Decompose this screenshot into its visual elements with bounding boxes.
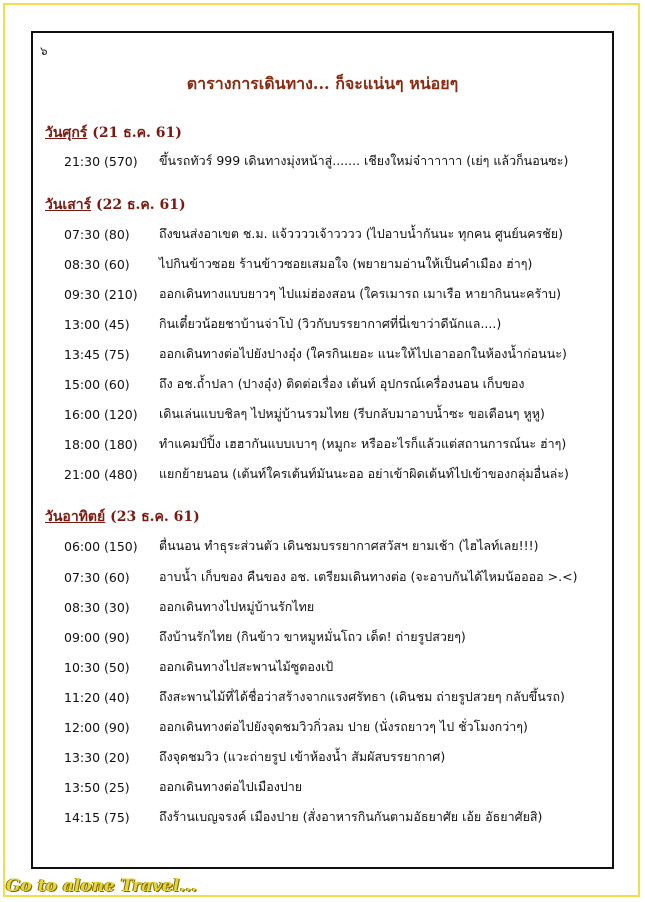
page-number: ๖: [40, 44, 48, 58]
row-text: ไปกินข้าวซอย ร้านข้าวซอยเสมอใจ (พยายามอ่านให้เป็นคำเมือง ฮ่าๆ): [159, 256, 533, 271]
row-time: 21:30 (570): [64, 153, 138, 169]
schedule-row: [64, 535, 539, 557]
schedule-row: [64, 626, 466, 648]
row-time: 13:30 (20): [64, 749, 130, 765]
row-time: 10:30 (50): [64, 659, 130, 675]
row-text: ถึง อช.ถ้ำปลา (ปางอุ๋ง) ติดต่อเรื่อง เต้นท์ อุปกรณ์เครื่องนอน เก็บของ: [159, 376, 525, 391]
row-time: 18:00 (180): [64, 436, 138, 452]
day-name: วันศุกร์: [45, 125, 88, 141]
row-text: ขึ้นรถทัวร์ 999 เดินทางมุ่งหน้าสู่....... เชียงใหม่จ๋าาาาาา (เย่ๆ แล้วก็นอนซะ): [159, 153, 569, 168]
row-time: 11:20 (40): [64, 689, 130, 705]
row-text: ออกเดินทางไปสะพานไม้ซูตองเป้: [159, 659, 334, 674]
day-name: วันเสาร์: [45, 197, 92, 213]
row-time: 07:30 (80): [64, 226, 130, 242]
row-text: กินเตี๋ยวน้อยชาบ้านจ่าโป่ (วิวกับบรรยากาศที่นี่เขาว่าดีนักแล....): [159, 316, 502, 331]
row-text: ตื่นนอน ทำธุระส่วนตัว เดินชมบรรยากาศสวัสฯ ยามเช้า (ไฮไลท์เลย!!!): [159, 538, 539, 553]
schedule-row: [64, 433, 566, 455]
row-text: ออกเดินทางต่อไปยังจุดชมวิวกิ่วลม ปาย (นั่งรถยาวๆ ไป ชั่วโมงกว่าๆ): [159, 719, 528, 734]
row-time: 15:00 (60): [64, 376, 130, 392]
schedule-row: [64, 463, 569, 485]
schedule-row: [64, 596, 314, 618]
day-heading-friday: [45, 122, 182, 144]
row-time: 13:50 (25): [64, 779, 130, 795]
row-time: 14:15 (75): [64, 809, 130, 825]
row-time: 13:45 (75): [64, 346, 130, 362]
day-date: (22 ธ.ค. 61): [96, 197, 186, 213]
row-text: ถึงจุดชมวิว (แวะถ่ายรูป เข้าห้องน้ำ สัมผัสบรรยากาศ): [159, 749, 446, 764]
row-time: 07:30 (60): [64, 569, 130, 585]
row-time: 08:30 (60): [64, 256, 130, 272]
schedule-row: [64, 746, 445, 768]
row-time: 13:00 (45): [64, 316, 130, 332]
day-heading-saturday: [45, 194, 186, 216]
row-text: ทำแคมป์ปิ้ง เฮฮากันแบบเบาๆ (หมูกะ หรืออะไรก็แล้วแต่สถานการณ์นะ ฮ่าๆ): [159, 436, 567, 451]
schedule-row: [64, 253, 532, 275]
row-text: ถึงร้านเบญจรงค์ เมืองปาย (สั่งอาหารกินกันตามอัธยาศัย เอ้ย อัธยาศัยสิ): [159, 809, 543, 824]
day-name: วันอาทิตย์: [45, 509, 106, 525]
row-time: 21:00 (480): [64, 466, 138, 482]
schedule-row: [64, 686, 565, 708]
row-text: ถึงสะพานไม้ที่ได้ชื่อว่าสร้างจากแรงศรัทธา (เดินชม ถ่ายรูปสวยๆ กลับขึ้นรถ): [159, 689, 565, 704]
schedule-row: [64, 566, 577, 588]
schedule-row: [64, 283, 561, 305]
schedule-row: [64, 403, 545, 425]
row-text: ออกเดินทางไปหมู่บ้านรักไทย: [159, 599, 315, 614]
row-time: 08:30 (30): [64, 599, 130, 615]
row-time: 09:30 (210): [64, 286, 138, 302]
schedule-row: [64, 806, 542, 828]
day-date: (23 ธ.ค. 61): [110, 509, 200, 525]
row-text: อาบน้ำ เก็บของ คืนของ อช. เตรียมเดินทางต่อ (จะอาบกันได้ไหมน้ออออ >.<): [159, 569, 578, 584]
row-text: เดินเล่นแบบชิลๆ ไปหมู่บ้านรวมไทย (รีบกลับมาอาบน้ำซะ ขอเตือนๆ หูหู): [159, 406, 545, 421]
row-time: 16:00 (120): [64, 406, 138, 422]
schedule-row: [64, 716, 528, 738]
schedule-row: [64, 373, 525, 395]
footer-watermark: Go to alone Travel...: [6, 876, 198, 896]
schedule-row: [64, 776, 302, 798]
schedule-row: [64, 343, 567, 365]
page-title: ตารางการเดินทาง... ก็จะแน่นๆ หน่อยๆ: [186, 74, 459, 93]
day-date: (21 ธ.ค. 61): [92, 125, 182, 141]
row-time: 09:00 (90): [64, 629, 130, 645]
schedule-row: [64, 150, 568, 172]
schedule-row: [64, 656, 333, 678]
schedule-row: [64, 223, 563, 245]
row-time: 06:00 (150): [64, 538, 138, 554]
row-text: ออกเดินทางต่อไปยังปางอุ๋ง (ใครกินเยอะ แนะให้ไปเอาออกในห้องน้ำก่อนนะ): [159, 346, 567, 361]
row-text: ออกเดินทางแบบยาวๆ ไปแม่ฮ่องสอน (ใครเมารถ เมาเรือ หายากินนะครัาบ): [159, 286, 561, 301]
row-text: แยกย้ายนอน (เต้นท์ใครเต้นท์มันนะออ อย่าเข้าผิดเต้นท์ไปเข้าของกลุ่มอื่นล่ะ): [159, 466, 569, 481]
day-heading-sunday: [45, 506, 200, 528]
schedule-row: [64, 313, 501, 335]
row-time: 12:00 (90): [64, 719, 130, 735]
row-text: ถึงบ้านรักไทย (กินข้าว ขาหมูหมั่นโถว เด็ด! ถ่ายรูปสวยๆ): [159, 629, 466, 644]
row-text: ถึงขนส่งอาเขต ช.ม. แจ้วววว​เจ้าวววว (ไปอาบน้ำกันนะ ทุกคน ศูนย์นครชัย): [159, 226, 563, 241]
row-text: ออกเดินทางต่อไปเมืองปาย: [159, 779, 303, 794]
